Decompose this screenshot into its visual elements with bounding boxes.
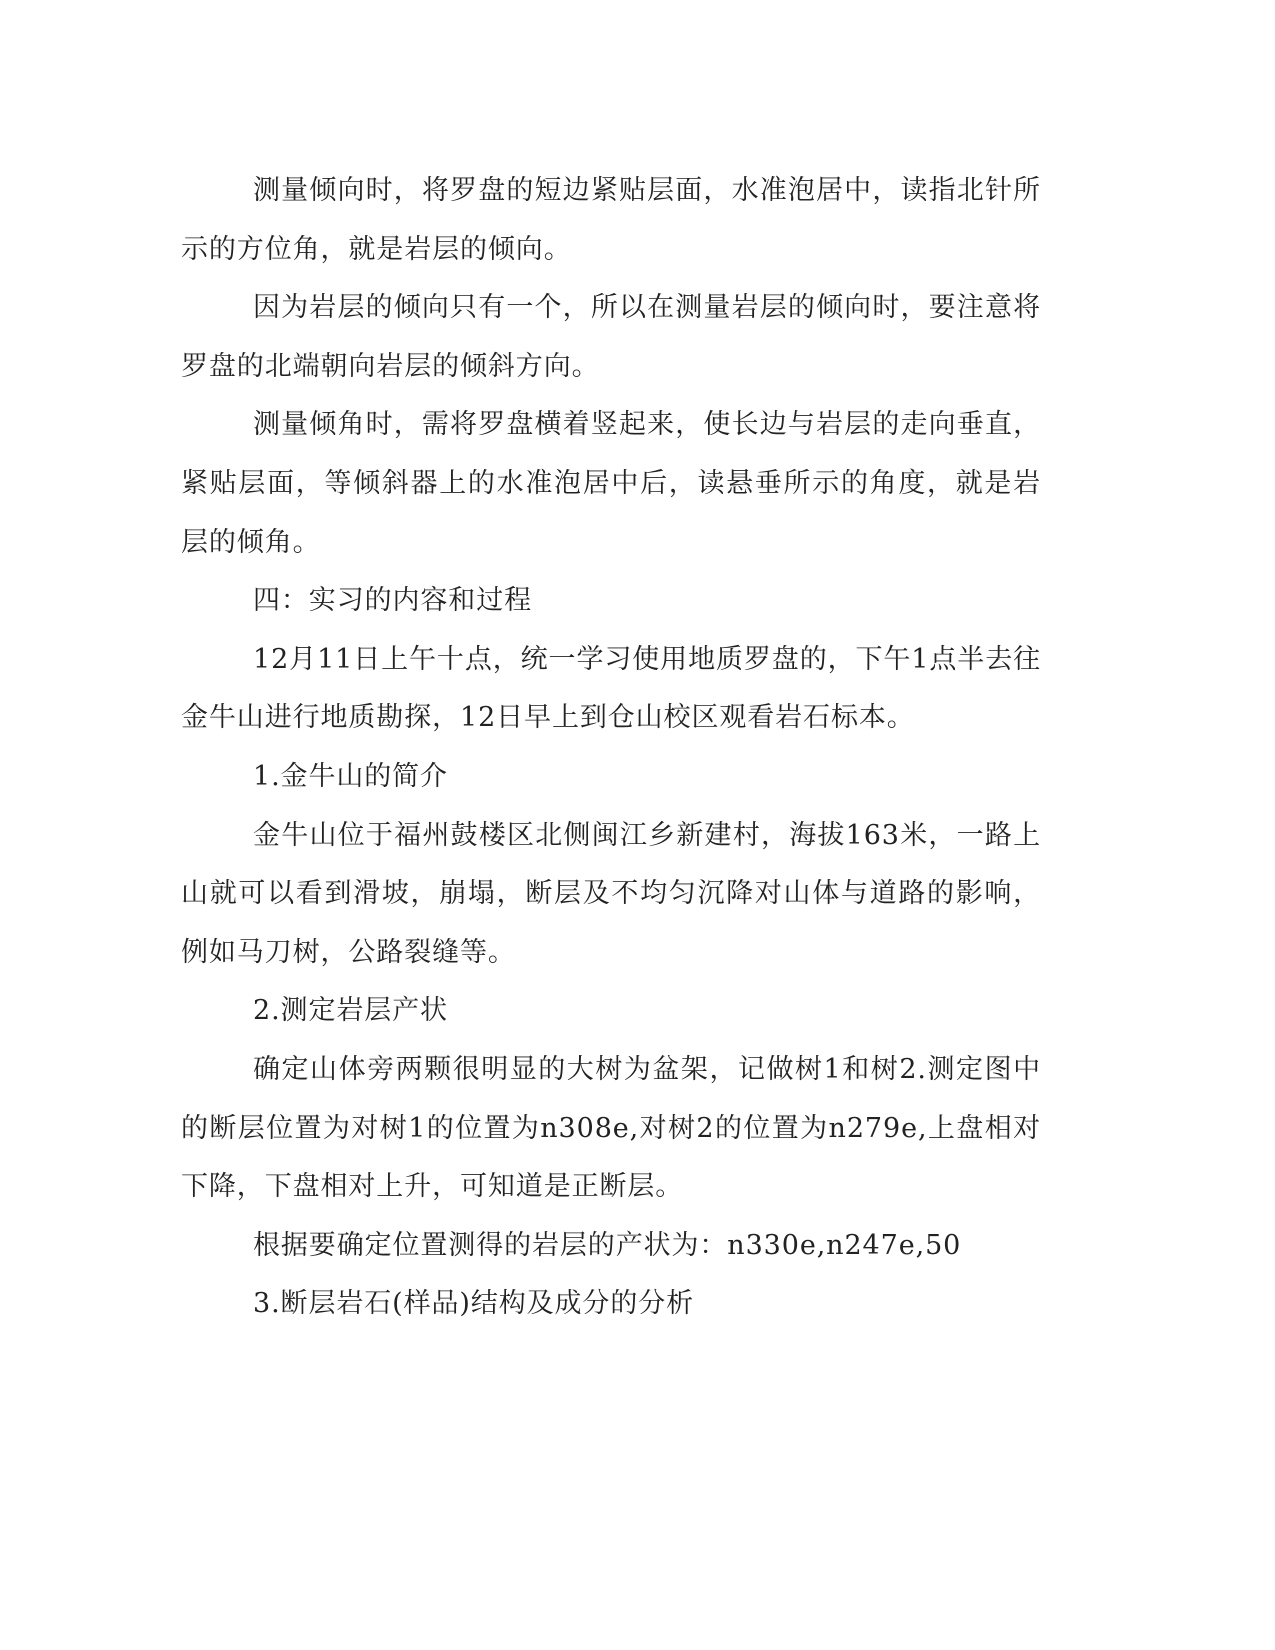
- paragraph-fault-measurement: 确定山体旁两颗很明显的大树为盆架，记做树1和树2.测定图中的断层位置为对树1的位置为n308e,对树2的位置为n279e,上盘相对下降，下盘相对上升，可知道是正断层。: [181, 1053, 1041, 1203]
- paragraph-attitude-result: 根据要确定位置测得的岩层的产状为：n330e,n247e,50: [253, 1229, 962, 1261]
- subheading-jinniushan-intro: 1.金牛山的简介: [253, 760, 448, 792]
- paragraph-dip-direction-note: 因为岩层的倾向只有一个，所以在测量岩层的倾向时，要注意将罗盘的北端朝向岩层的倾斜方向。: [181, 292, 1041, 382]
- paragraph-dip-angle-measurement: 测量倾角时，需将罗盘横着竖起来，使长边与岩层的走向垂直，紧贴层面，等倾斜器上的水准泡居中后，读悬垂所示的角度，就是岩层的倾角。: [181, 409, 1041, 558]
- paragraph-strike-measurement: 测量倾向时，将罗盘的短边紧贴层面，水准泡居中，读指北针所示的方位角，就是岩层的倾向。: [181, 175, 1041, 265]
- document-body: [181, 162, 1041, 1334]
- subheading-fault-rock-analysis: 3.断层岩石(样品)结构及成分的分析: [253, 1288, 695, 1320]
- paragraph-jinniushan-description: 金牛山位于福州鼓楼区北侧闽江乡新建村，海拔163米，一路上山就可以看到滑坡，崩塌，断层及不均匀沉降对山体与道路的影响，例如马刀树，公路裂缝等。: [181, 819, 1041, 968]
- section-heading-practice: 四：实习的内容和过程: [253, 585, 532, 617]
- subheading-strata-attitude: 2.测定岩层产状: [253, 995, 448, 1027]
- paragraph-schedule: 12月11日上午十点，统一学习使用地质罗盘的，下午1点半去往金牛山进行地质勘探，12日早上到仓山校区观看岩石标本。: [181, 643, 1041, 734]
